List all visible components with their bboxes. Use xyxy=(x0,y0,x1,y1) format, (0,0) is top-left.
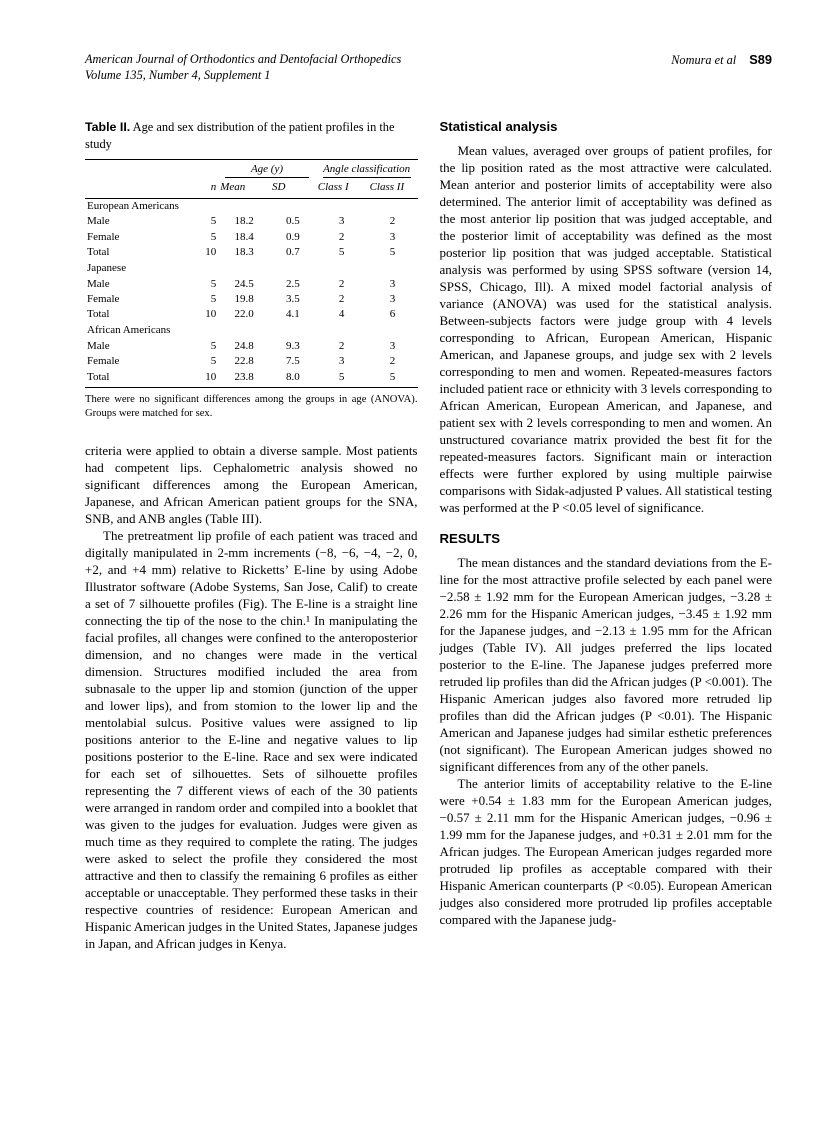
cell-n: 5 xyxy=(210,292,217,305)
left-column xyxy=(85,119,418,952)
table2-caption xyxy=(85,119,418,151)
cell-class2: 3 xyxy=(389,230,396,243)
cell-n: 5 xyxy=(210,230,217,243)
cell-n: 5 xyxy=(210,355,217,368)
cell-class2: 5 xyxy=(389,246,396,259)
body-paragraph: criteria were applied to obtain a diverse sample. Most patients had competent lips. Cephalometric analysis showed no significant differences among the European American, Japanese, and African American patient groups for the SNA, SNB, and ANB angles (Table III). xyxy=(85,443,418,527)
cell-mean: 18.4 xyxy=(234,230,254,243)
table2-caption-label: Table II. xyxy=(85,120,131,135)
table2-caption-text: Age and sex distribution of the patient profiles in the study xyxy=(85,120,395,151)
table-row xyxy=(85,214,418,229)
col-header-class2: Class II xyxy=(368,179,418,198)
cell-n: 10 xyxy=(205,308,217,321)
body-paragraph: Mean values, averaged over groups of patient profiles, for the lip position rated as the most attractive were calculated. Mean anterior and posterior limits of acceptability were also determined. The anterior limit of acceptability was defined as the most anterior lip position that was judged acceptable, and the posterior limit of acceptability was defined as the most posterior lip position that was judged acceptable. Statistical analysis was performed by using SPSS software (version 14, SPSS, Chicago, Ill). A mixed model factorial analysis of variance (ANOVA) was used for the statistical analysis. Between-subjects factors were judge group with 4 levels corresponding to African, European American, Hispanic American, and Japanese groups, and judge sex with 2 levels corresponding to men and women. Repeated-measures factors included patient race or ethnicity with 3 levels corresponding to African American, European American, and Japanese, and patient sex with 2 levels corresponding to men and women. An unstructured covariance matrix provided the best fit for the repeated-measures factors. Significant main or interaction effects were further explored by using multiple pairwise comparisons with Sidak-adjusted P values. All statistical testing was performed at the P <0.05 level of significance. xyxy=(439,143,772,516)
table-group-row xyxy=(85,323,418,339)
section-heading-statistical-analysis: Statistical analysis xyxy=(439,119,558,135)
group-name: European Americans xyxy=(87,200,179,213)
row-label: Male xyxy=(87,215,110,228)
cell-class1: 2 xyxy=(338,230,345,243)
cell-n: 10 xyxy=(180,370,218,388)
col-header-mean: Mean xyxy=(218,179,270,198)
cell-class1: 3 xyxy=(338,355,345,368)
cell-class2: 3 xyxy=(389,277,396,290)
table-row xyxy=(85,277,418,292)
page-header xyxy=(85,52,772,83)
cell-class2: 3 xyxy=(389,339,396,352)
cell-n: 5 xyxy=(210,339,217,352)
cell-n: 5 xyxy=(210,215,217,228)
row-label: Male xyxy=(87,339,110,352)
cell-class1: 2 xyxy=(338,277,345,290)
cell-sd: 2.5 xyxy=(285,277,300,290)
table-row xyxy=(85,230,418,245)
cell-class2: 2 xyxy=(389,355,396,368)
cell-mean: 22.8 xyxy=(234,355,254,368)
cell-n: 10 xyxy=(205,246,217,259)
cell-mean: 23.8 xyxy=(218,370,270,388)
cell-sd: 7.5 xyxy=(285,355,300,368)
running-head-authors: Nomura et al xyxy=(671,53,737,67)
table-row xyxy=(85,354,418,369)
cell-mean: 18.2 xyxy=(234,215,254,228)
cell-n: 5 xyxy=(210,277,217,290)
col-header-sd: SD xyxy=(270,179,316,198)
two-column-body xyxy=(85,119,772,952)
cell-class2: 2 xyxy=(389,215,396,228)
table-group-row xyxy=(85,198,418,214)
group-name: Japanese xyxy=(87,262,127,275)
running-head xyxy=(671,52,772,69)
cell-sd: 8.0 xyxy=(270,370,316,388)
row-label: Total xyxy=(87,246,110,259)
cell-mean: 22.0 xyxy=(234,308,254,321)
cell-class1: 2 xyxy=(338,339,345,352)
cell-mean: 24.8 xyxy=(234,339,254,352)
cell-class1: 3 xyxy=(338,215,345,228)
cell-class2: 3 xyxy=(389,292,396,305)
angle-span-header-cell xyxy=(316,159,418,179)
row-label: Male xyxy=(87,277,110,290)
table-row xyxy=(85,245,418,260)
cell-class1: 2 xyxy=(338,292,345,305)
section-heading-results: RESULTS xyxy=(439,531,501,547)
table2-span-header-row xyxy=(85,159,418,179)
cell-sd: 0.7 xyxy=(285,246,300,259)
cell-class1: 4 xyxy=(338,308,345,321)
angle-span-header: Angle classification xyxy=(323,161,411,178)
cell-sd: 4.1 xyxy=(285,308,300,321)
cell-class2: 6 xyxy=(389,308,396,321)
cell-sd: 3.5 xyxy=(285,292,300,305)
table2-column-header-row xyxy=(85,179,418,198)
table-row xyxy=(85,292,418,307)
cell-class1: 5 xyxy=(338,246,345,259)
age-span-header: Age (y) xyxy=(225,161,309,178)
table2-footnote: There were no significant differences among the groups in age (ANOVA). Groups were matched for sex. xyxy=(85,393,418,419)
empty-cell xyxy=(85,159,180,179)
body-paragraph: The pretreatment lip profile of each patient was traced and digitally manipulated in 2-mm increments (−8, −6, −4, −2, 0, +2, and +4 mm) relative to Ricketts’ E-line by using Adobe Illustrator software (Adobe Systems, San Jose, Calif) to create a set of 7 silhouette profiles (Fig). The E-line is a straight line connecting the tip of the nose to the chin.¹ In manipulating the facial profiles, all changes were confined to the anteroposterior dimension, and no changes were made in the vertical dimension. Structures modified included the area from subnasale to the upper lip and stomion (junction of the upper and lower lips), and from stomion to the lower lip and the mentolabial sulcus. Positive values were assigned to lip positions anterior to the E-line and negative values to lip positions posterior to the E-line. Race and sex were indicated for each set of silhouettes. Sets of silhouette profiles representing the 7 different views of each of the 30 patients were arranged in random order and compiled into a booklet that was given to the judges for evaluation. Judges were given as much time as they required to complete the rating. The judges were asked to select the profile they considered the most attractive and then to classify the remaining 6 profiles as either acceptable or unacceptable. They performed these tasks in their respective countries of residence: European American and Hispanic American judges in the United States, Japanese judges in Japan, and African judges in Kenya. xyxy=(85,528,418,952)
table-row xyxy=(85,307,418,322)
empty-header-cell xyxy=(85,179,180,198)
empty-cell xyxy=(180,159,218,179)
row-label: Total xyxy=(85,370,180,388)
row-label: Female xyxy=(87,292,120,305)
col-header-class1: Class I xyxy=(316,179,368,198)
group-name: African Americans xyxy=(87,324,171,337)
cell-mean: 18.3 xyxy=(234,246,254,259)
row-label: Total xyxy=(87,308,110,321)
cell-sd: 0.5 xyxy=(285,215,300,228)
row-label: Female xyxy=(87,230,120,243)
body-paragraph: The mean distances and the standard deviations from the E-line for the most attractive profile selected by each panel were −2.58 ± 1.92 mm for the European American judges, −3.28 ± 2.26 mm for the Hispanic American judges, −3.45 ± 1.92 mm for the Japanese judges, and −2.13 ± 1.95 mm for the African judges (Table IV). All judges preferred the lips located posterior to the E-line. The Japanese judges preferred more retruded lip profiles than did the African judges (P <0.001). The Hispanic American judges also favored more retruded lip profiles than did the African judges (P <0.01). The Hispanic American and Japanese judges had similar esthetic preferences (not significant). The European American judges showed no significant differences from any of the other panels. xyxy=(439,555,772,775)
cell-mean: 24.5 xyxy=(234,277,254,290)
journal-title: American Journal of Orthodontics and Dentofacial Orthopedics xyxy=(85,52,402,66)
cell-sd: 0.9 xyxy=(285,230,300,243)
journal-volume-line: Volume 135, Number 4, Supplement 1 xyxy=(85,67,271,82)
cell-class1: 5 xyxy=(316,370,368,388)
row-label: Female xyxy=(87,355,120,368)
table2 xyxy=(85,159,418,388)
journal-citation xyxy=(85,52,401,83)
right-column xyxy=(440,119,773,952)
table-group-row xyxy=(85,261,418,277)
table-row xyxy=(85,370,418,388)
cell-class2: 5 xyxy=(368,370,418,388)
cell-sd: 9.3 xyxy=(285,339,300,352)
age-span-header-cell xyxy=(218,159,316,179)
col-header-n: n xyxy=(180,179,218,198)
cell-mean: 19.8 xyxy=(234,292,254,305)
table-row xyxy=(85,339,418,354)
page-number: S89 xyxy=(749,52,772,67)
body-paragraph: The anterior limits of acceptability relative to the E-line were +0.54 ± 1.83 mm for the European American judges, −0.57 ± 2.11 mm for the Hispanic American judges, −0.96 ± 1.99 mm for the Japanese judges, and +0.31 ± 2.01 mm for the African judges. The European American judges regarded more protruded lip profiles as acceptable compared with their Hispanic American counterparts (P <0.05). European American judges also considered more protruded lip profiles acceptable compared with the Japanese judg- xyxy=(439,776,772,928)
